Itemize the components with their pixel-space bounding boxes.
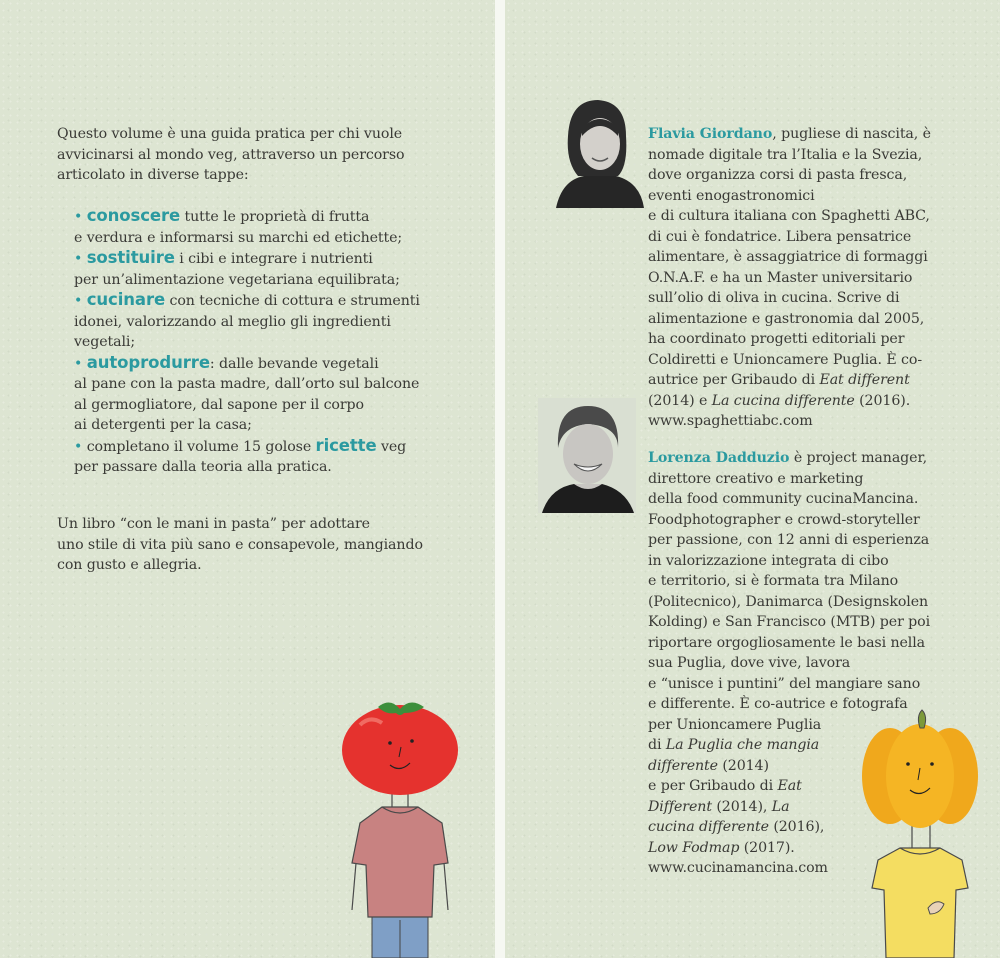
author-website-flavia[interactable]: www.spaghettiabc.com bbox=[648, 413, 813, 429]
author-website-lorenza[interactable]: www.cucinamancina.com bbox=[648, 860, 828, 876]
pumpkin-character-illustration bbox=[850, 708, 990, 958]
author-photo-lorenza bbox=[538, 398, 636, 513]
tomato-character-illustration bbox=[330, 695, 470, 958]
steps-list bbox=[74, 206, 454, 478]
author-name-flavia: Flavia Giordano bbox=[648, 126, 773, 142]
author-photo-flavia bbox=[548, 96, 644, 208]
list-item: • completano il volume 15 golose ricette veg per passare dalla teoria alla pratica. bbox=[74, 435, 407, 475]
list-item: • sostituire i cibi e integrare i nutrienti per un’alimentazione vegetariana equilibrata; bbox=[74, 248, 400, 288]
author-name-lorenza: Lorenza Dadduzio bbox=[648, 450, 790, 466]
author-bio-lorenza: Lorenza Dadduzio è project manager, direttore creativo e marketing della food community cucinaMancina. Foodphotographer e crowd-storyteller per passione, con 12 anni di esperienza in valorizzazione integrata di cibo e territorio, si è formata tra Milano (Politecnico), Danimarca (Designskolen Kolding) e San Francisco (MTB) per poi riportare orgogliosamente le basi nella sua Puglia, dove vive, lavora e “unisce i puntini” del mangiare sano e differente. È co-autrice e fotografa per Unioncamere Puglia di La Puglia che mangia differente (2014) e per Gribaudo di Eat Different (2014), La cucina differente (2016), Low Fodmap (2017). www.cucinamancina.com bbox=[648, 448, 948, 879]
list-item: • cucinare con tecniche di cottura e strumenti idonei, valorizzando al meglio gli ingredienti vegetali; bbox=[74, 290, 420, 350]
list-item: • autoprodurre: dalle bevande vegetali al pane con la pasta madre, dall’orto sul balcone al germogliatore, dal sapone per il corpo ai detergenti per la casa; bbox=[74, 352, 420, 433]
page-gutter bbox=[495, 0, 505, 958]
outro-paragraph: Un libro “con le mani in pasta” per adottare uno stile di vita più sano e consapevole, mangiando con gusto e allegria. bbox=[57, 516, 423, 573]
intro-paragraph: Questo volume è una guida pratica per chi vuole avvicinarsi al mondo veg, attraverso un percorso articolato in diverse tappe: bbox=[57, 126, 405, 183]
list-item: • conoscere tutte le proprietà di frutta e verdura e informarsi su marchi ed etichette; bbox=[74, 206, 403, 246]
author-bio-flavia: Flavia Giordano, pugliese di nascita, è nomade digitale tra l’Italia e la Svezia, dove organizza corsi di pasta fresca, eventi enogastronomici e di cultura italiana con Spaghetti ABC, di cui è fondatrice. Libera pensatrice alimentare, è assaggiatrice di formaggi O.N.A.F. e ha un Master universitario sull’olio di oliva in cucina. Scrive di alimentazione e gastronomia dal 2005, ha coordinato progetti editoriali per Coldiretti e Unioncamere Puglia. È co- autrice per Gribaudo di Eat different (2014) e La cucina differente (2016). www.spaghettiabc.com bbox=[648, 124, 948, 432]
